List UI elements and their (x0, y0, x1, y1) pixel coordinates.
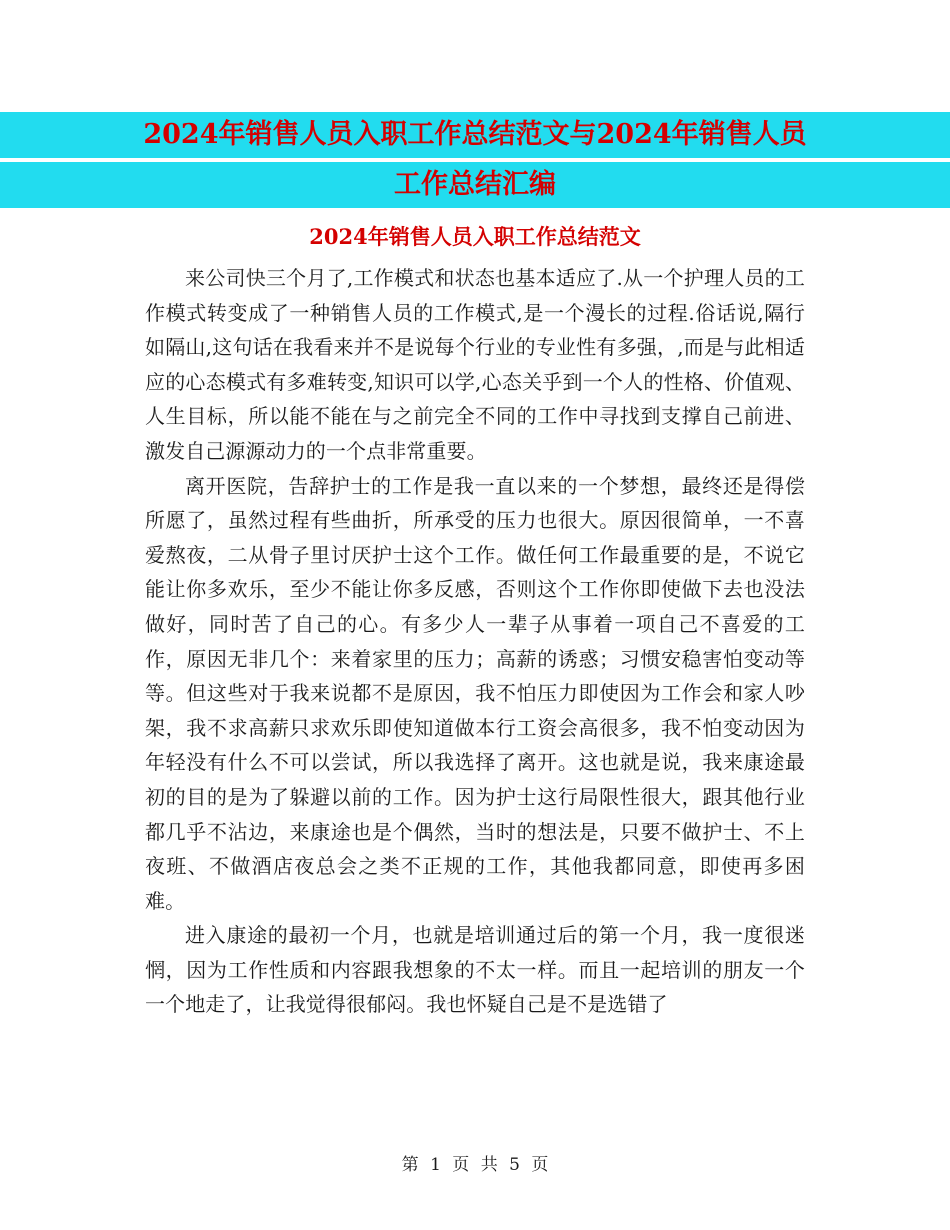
document-title-line-1: 2024年销售人员入职工作总结范文与2024年销售人员 (143, 119, 807, 150)
paragraph: 进入康途的最初一个月，也就是培训通过后的第一个月，我一度很迷惘，因为工作性质和内容跟我想象的不太一样。而且一起培训的朋友一个一个地走了，让我觉得很郁闷。我也怀疑自己是不是选错了 (145, 923, 805, 1017)
footer-suffix: 页 (531, 1155, 549, 1175)
document-title (0, 112, 950, 212)
document-title-line-2: 工作总结汇编 (394, 169, 556, 200)
footer-of: 共 (480, 1155, 498, 1175)
paragraph: 离开医院，告辞护士的工作是我一直以来的一个梦想，最终还是得偿所愿了，虽然过程有些曲折，所承受的压力也很大。原因很简单，一不喜爱熬夜，二从骨子里讨厌护士这个工作。做任何工作最重要的是，不说它能让你多欢乐，至少不能让你多反感，否则这个工作你即使做下去也没法做好，同时苦了自己的心。有多少人一辈子从事着一项自己不喜爱的工作，原因无非几个：来着家里的压力；高薪的诱惑；习惯安稳害怕变动等等。但这些对于我来说都不是原因，我不怕压力即使因为工作会和家人吵架，我不求高薪只求欢乐即使知道做本行工资会高很多，我不怕变动因为年轻没有什么不可以尝试，所以我选择了离开。这也就是说，我来康途最初的目的是为了躲避以前的工作。因为护士这行局限性很大，跟其他行业都几乎不沾边，来康途也是个偶然，当时的想法是，只要不做护士、不上夜班、不做酒店夜总会之类不正规的工作，其他我都同意，即使再多困难。 (145, 473, 805, 913)
section-title: 2024年销售人员入职工作总结范文 (309, 224, 641, 249)
footer-prefix: 第 (401, 1155, 419, 1175)
page-footer (0, 1150, 950, 1175)
paragraph: 来公司快三个月了,工作模式和状态也基本适应了.从一个护理人员的工作模式转变成了一种销售人员的工作模式,是一个漫长的过程.俗话说,隔行如隔山,这句话在我看来并不是说每个行业的专业性有多强，,而是与此相适应的心态模式有多难转变,知识可以学,心态关乎到一个人的性格、价值观、人生目标，所以能不能在与之前完全不同的工作中寻找到支撑自己前进、激发自己源源动力的一个点非常重要。 (145, 266, 805, 463)
document-body (145, 261, 805, 1022)
footer-page-number: 1 (430, 1155, 441, 1175)
footer-total-pages: 5 (509, 1155, 520, 1175)
footer-middle: 页 (452, 1155, 470, 1175)
